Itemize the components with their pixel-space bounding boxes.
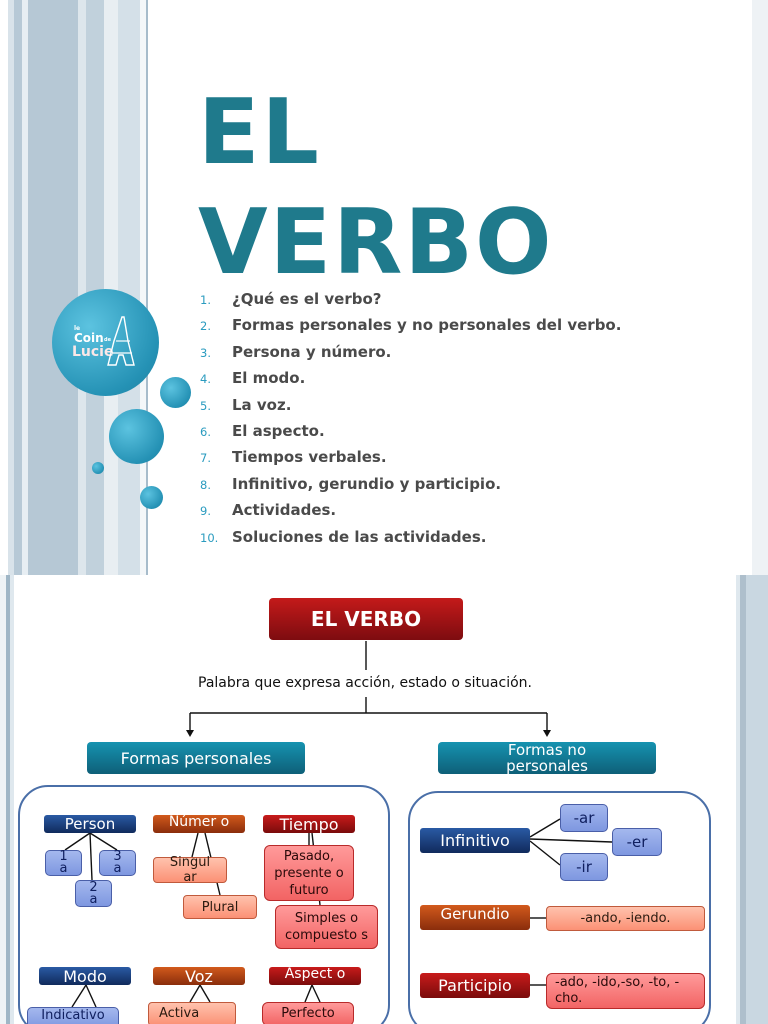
tiempo-item [275, 905, 378, 949]
infinitivo-item [612, 828, 662, 856]
numero-item [183, 895, 257, 919]
category-label: Tiempo [279, 814, 339, 834]
decor-circle [92, 462, 104, 474]
item-label: Pasado, presente o futuro [274, 848, 344, 898]
toc-number: 8. [200, 477, 211, 492]
concept-map-header [269, 598, 463, 640]
section-label: Formas personales [120, 748, 272, 768]
toc-text: El aspecto. [232, 421, 325, 440]
stripe-decoration [14, 0, 22, 575]
section-label: Formas no personales [506, 741, 588, 775]
stripe-decoration [86, 0, 104, 575]
item-label: -er [626, 833, 648, 851]
slide-concept-map [0, 575, 768, 1024]
toc-text: Tiempos verbales. [232, 448, 387, 467]
item-label: 1 a [59, 849, 68, 876]
toc-number: 1. [200, 293, 211, 307]
item-label: Indicativo [41, 1008, 105, 1023]
persona-item [99, 850, 136, 876]
toc-item [200, 501, 740, 527]
infinitivo-category [420, 828, 530, 853]
participio-category [420, 973, 530, 998]
category-label: Participio [438, 976, 512, 995]
decor-circle [160, 377, 191, 408]
toc-item [200, 422, 740, 448]
toc-item [200, 316, 740, 342]
formas-no-personales-header [438, 742, 656, 774]
voz-item [148, 1002, 236, 1024]
category-label: Modo [63, 966, 107, 986]
logo-text: de [104, 337, 111, 343]
toc-number: 3. [200, 345, 211, 360]
title-line: EL [198, 80, 321, 185]
logo-badge [52, 289, 159, 396]
toc-text: El modo. [232, 369, 306, 388]
item-label: Singul ar [169, 855, 211, 885]
toc-text: Formas personales y no personales del verbo. [232, 316, 622, 335]
toc-number: 10. [200, 530, 219, 545]
toc-text: Actividades. [232, 501, 337, 520]
toc-item [200, 343, 740, 369]
toc-text: Infinitivo, gerundio y participio. [232, 474, 502, 493]
category-label: Númer o [168, 815, 230, 830]
stripe-decoration [752, 0, 768, 575]
participio-item [546, 973, 705, 1009]
persona-item [75, 880, 112, 907]
numero-category [153, 815, 245, 833]
numero-item [153, 857, 227, 883]
logo-text: le [74, 325, 81, 332]
toc-number: 7. [200, 451, 211, 466]
stripe-decoration [118, 0, 140, 575]
toc-item [200, 369, 740, 395]
eiffel-tower-icon [52, 289, 159, 396]
category-label: Gerundio [440, 905, 510, 923]
toc-item [200, 396, 740, 422]
toc-item [200, 448, 740, 474]
logo-text: Lucie [72, 344, 114, 360]
title-line: VERBO [198, 190, 554, 295]
infinitivo-item [560, 804, 608, 832]
item-label: -ar [573, 809, 595, 827]
item-label: 3 a [113, 849, 122, 876]
gerundio-item [546, 906, 705, 931]
item-label: -ando, -iendo. [580, 911, 671, 926]
item-label: Plural [201, 899, 239, 915]
slide-title-heading [198, 78, 554, 298]
logo-text: Coin [74, 331, 104, 345]
persona-item [45, 850, 82, 876]
category-label: Infinitivo [440, 831, 510, 850]
verb-definition: Palabra que expresa acción, estado o situación. [198, 675, 532, 691]
modo-category [39, 967, 131, 985]
category-label: Voz [185, 966, 213, 986]
decor-circle [140, 486, 163, 509]
item-label: 2 a [89, 879, 98, 907]
item-label: Simples o compuesto s [285, 911, 368, 943]
toc-item [200, 290, 740, 316]
stripe-decoration [78, 0, 86, 575]
toc-item [200, 528, 740, 554]
toc-number: 4. [200, 372, 211, 387]
tiempo-category [263, 815, 355, 833]
aspecto-category [269, 967, 361, 985]
toc-text: La voz. [232, 395, 292, 414]
toc-number: 2. [200, 319, 211, 334]
infinitivo-item [560, 853, 608, 881]
item-label: -ado, -ido,-so, -to, -cho. [555, 975, 680, 1006]
toc-text: Persona y número. [232, 342, 392, 361]
persona-category [44, 815, 136, 833]
voz-category [153, 967, 245, 985]
toc-text: Soluciones de las actividades. [232, 527, 487, 546]
header-text: EL VERBO [310, 607, 422, 631]
table-of-contents [200, 290, 740, 554]
item-label: Activa [159, 1006, 200, 1021]
category-label: Aspect o [284, 967, 346, 982]
aspecto-item [262, 1002, 354, 1024]
toc-item [200, 475, 740, 501]
item-label: Perfecto [281, 1006, 335, 1021]
toc-number: 6. [200, 424, 211, 439]
formas-personales-header [87, 742, 305, 774]
decor-circle [109, 409, 164, 464]
toc-number: 9. [200, 504, 211, 519]
modo-item [27, 1007, 119, 1024]
toc-number: 5. [200, 398, 211, 413]
toc-text: ¿Qué es el verbo? [232, 290, 382, 308]
category-label: Person [64, 815, 116, 833]
tiempo-item [264, 845, 354, 901]
item-label: -ir [576, 858, 592, 876]
gerundio-category [420, 905, 530, 930]
stripe-decoration [104, 0, 118, 575]
stripe-decoration [28, 0, 81, 575]
